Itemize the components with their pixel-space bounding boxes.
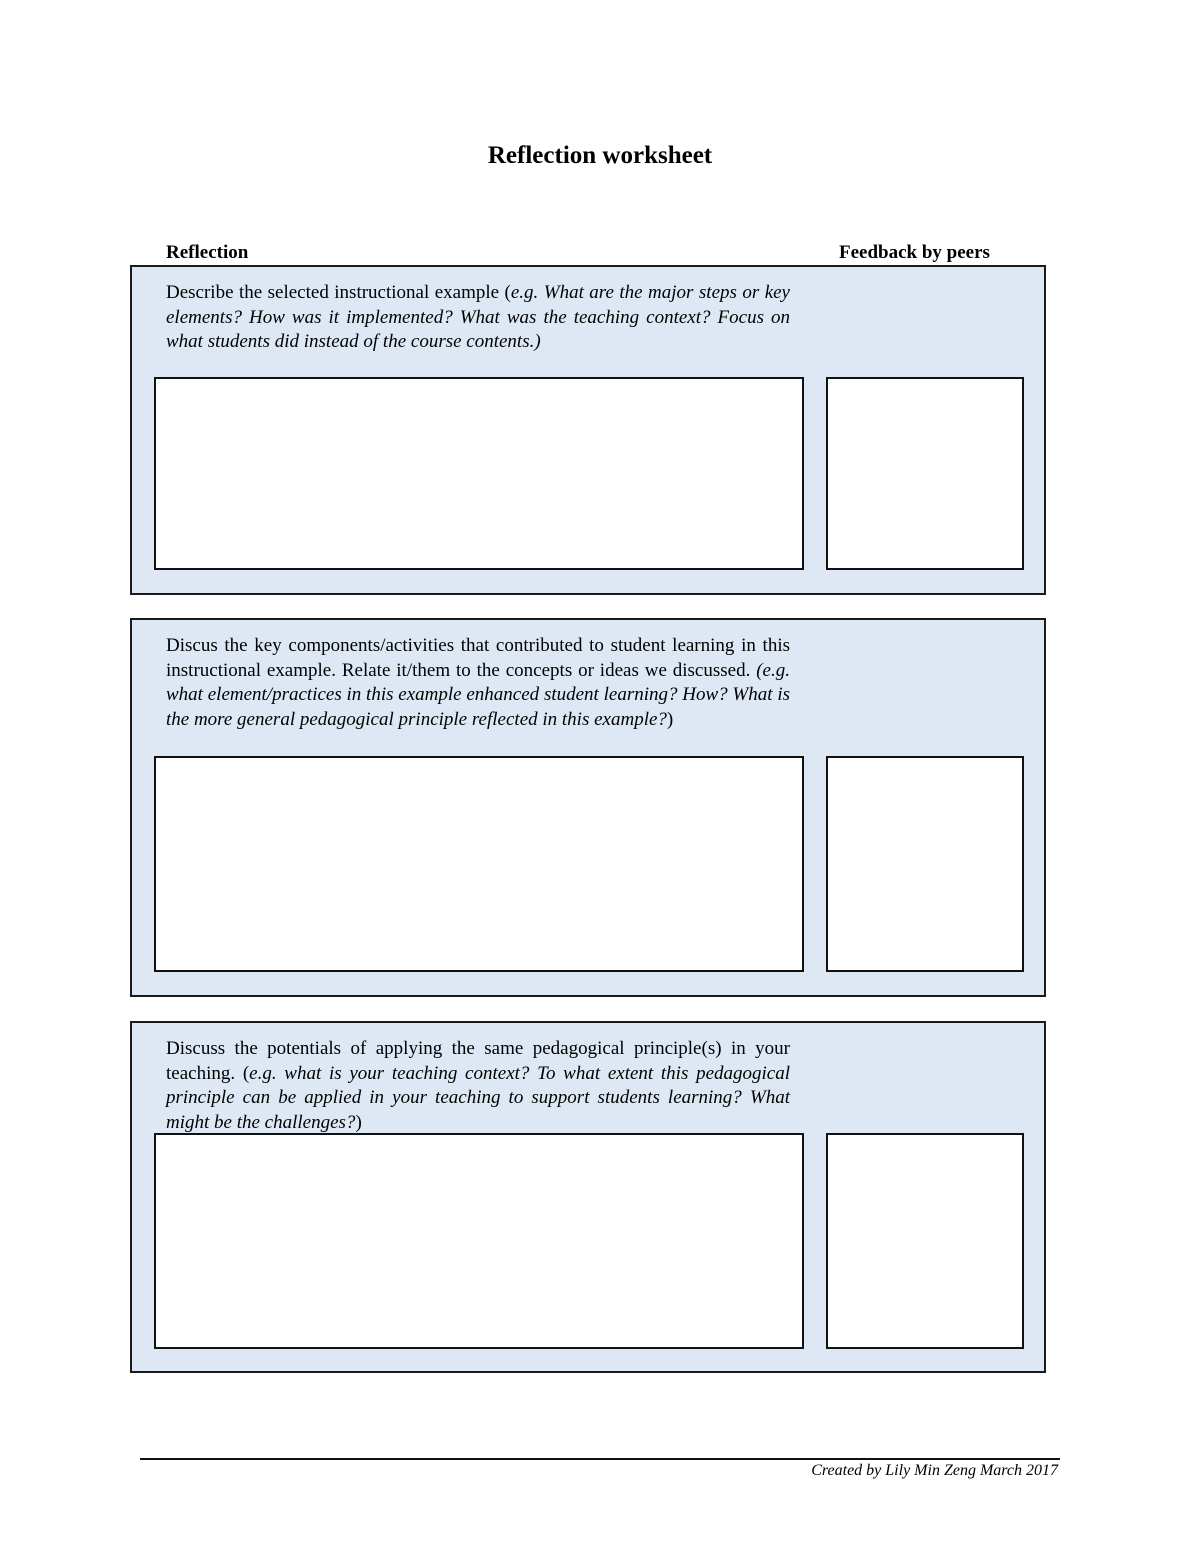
section-applying-principles xyxy=(130,1021,1046,1373)
prompt-plain-text: Describe the selected instructional example ( xyxy=(166,282,511,303)
reflection-column-header: Reflection xyxy=(166,242,249,263)
reflection-answer-box[interactable] xyxy=(154,756,804,972)
prompt-italic-text: (e.g. what element/practices in this example enhanced student learning? How? What is the more general pedagogical principle reflected in this example? xyxy=(166,659,790,731)
reflection-answer-box[interactable] xyxy=(154,1133,804,1349)
prompt-italic-text: e.g. What are the major steps or key elements? How was it implemented? What was the teaching context? Focus on what students did instead of the course contents.) xyxy=(166,282,790,353)
peer-feedback-box[interactable] xyxy=(826,1133,1024,1349)
prompt-tail-text: ) xyxy=(666,709,674,731)
feedback-column-header: Feedback by peers xyxy=(839,242,990,263)
section-prompt xyxy=(166,281,790,355)
footer-divider xyxy=(140,1458,1060,1460)
footer-credit: Created by Lily Min Zeng March 2017 xyxy=(811,1462,1058,1479)
prompt-plain-text: Discuss the potentials of applying the same pedagogical principle(s) in your teaching. ( xyxy=(166,1038,790,1084)
prompt-plain-text: Discus the key components/activities that contributed to student learning in this instructional example. Relate it/them to the concepts or ideas we discussed. xyxy=(166,635,790,681)
section-describe-example xyxy=(130,265,1046,595)
section-prompt xyxy=(166,1037,790,1136)
section-prompt xyxy=(166,634,790,733)
peer-feedback-box[interactable] xyxy=(826,377,1024,570)
prompt-tail-text: ) xyxy=(355,1112,362,1134)
page-title: Reflection worksheet xyxy=(487,142,713,169)
section-key-components xyxy=(130,618,1046,997)
peer-feedback-box[interactable] xyxy=(826,756,1024,972)
prompt-italic-text: e.g. what is your teaching context? To what extent this pedagogical principle can be applied in your teaching to support students learning? What might be the challenges? xyxy=(166,1062,790,1134)
reflection-answer-box[interactable] xyxy=(154,377,804,570)
